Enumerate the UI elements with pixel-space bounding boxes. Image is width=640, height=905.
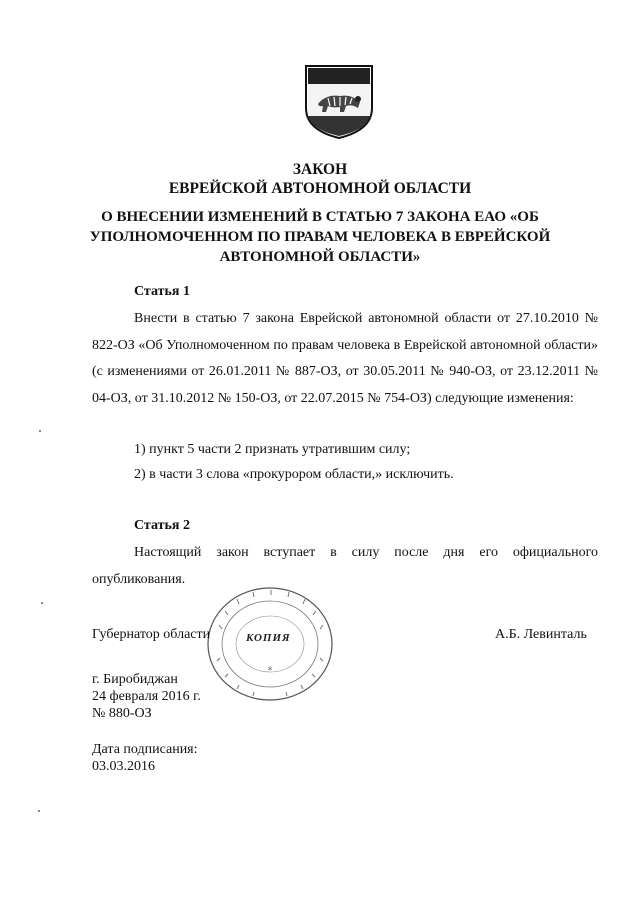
signing-label: Дата подписания:	[92, 742, 198, 757]
law-number: № 880-ОЗ	[92, 706, 152, 721]
title-line: ЕВРЕЙСКОЙ АВТОНОМНОЙ ОБЛАСТИ	[168, 180, 472, 197]
governor-title: Губернатор области	[92, 627, 211, 642]
coat-of-arms-icon	[302, 64, 376, 140]
signing-date: 03.03.2016	[92, 759, 155, 774]
subtitle-line: О ВНЕСЕНИИ ИЗМЕНЕНИЙ В СТАТЬЮ 7 ЗАКОНА ЕАО «ОБ	[101, 209, 539, 225]
article2-heading: Статья 2	[134, 518, 190, 533]
seal-stamp-icon	[205, 585, 335, 703]
article1-item2: 2) в части 3 слова «прокурором области,» исключить.	[134, 467, 454, 482]
issue-date: 24 февраля 2016 г.	[92, 689, 201, 704]
article2-paragraph: Настоящий закон вступает в силу после дня его официального опубликования.	[92, 545, 598, 587]
scan-speck	[38, 810, 40, 812]
law-title	[60, 160, 580, 198]
scan-speck	[41, 602, 43, 604]
subtitle-line: АВТОНОМНОЙ ОБЛАСТИ»	[219, 249, 421, 265]
title-line: ЗАКОН	[292, 161, 348, 178]
subtitle-line: УПОЛНОМОЧЕННОМ ПО ПРАВАМ ЧЕЛОВЕКА В ЕВРЕЙСКОЙ	[89, 229, 551, 245]
signing-info	[92, 741, 198, 775]
article1-heading: Статья 1	[134, 284, 190, 299]
scan-speck	[39, 430, 41, 432]
issue-info	[92, 671, 201, 722]
stamp-copy-label: КОПИЯ	[246, 632, 291, 644]
city: г. Биробиджан	[92, 672, 178, 687]
article1-item1: 1) пункт 5 части 2 признать утратившим силу;	[134, 442, 411, 457]
svg-text:*: *	[267, 666, 273, 676]
article1-paragraph: Внести в статью 7 закона Еврейской автономной области от 27.10.2010 № 822-ОЗ «Об Уполномоченном по правам человека в Еврейской автономной области» (с изменениями от 26.01.2011 № 887-ОЗ, от 30.05.2011 № 940-ОЗ, от 23.12.2011 № 04-ОЗ, от 31.10.2012 № 150-ОЗ, от 22.07.2015 № 754-ОЗ) следующие изменения:	[92, 311, 598, 406]
law-subtitle	[60, 207, 580, 267]
governor-name: А.Б. Левинталь	[495, 627, 587, 642]
